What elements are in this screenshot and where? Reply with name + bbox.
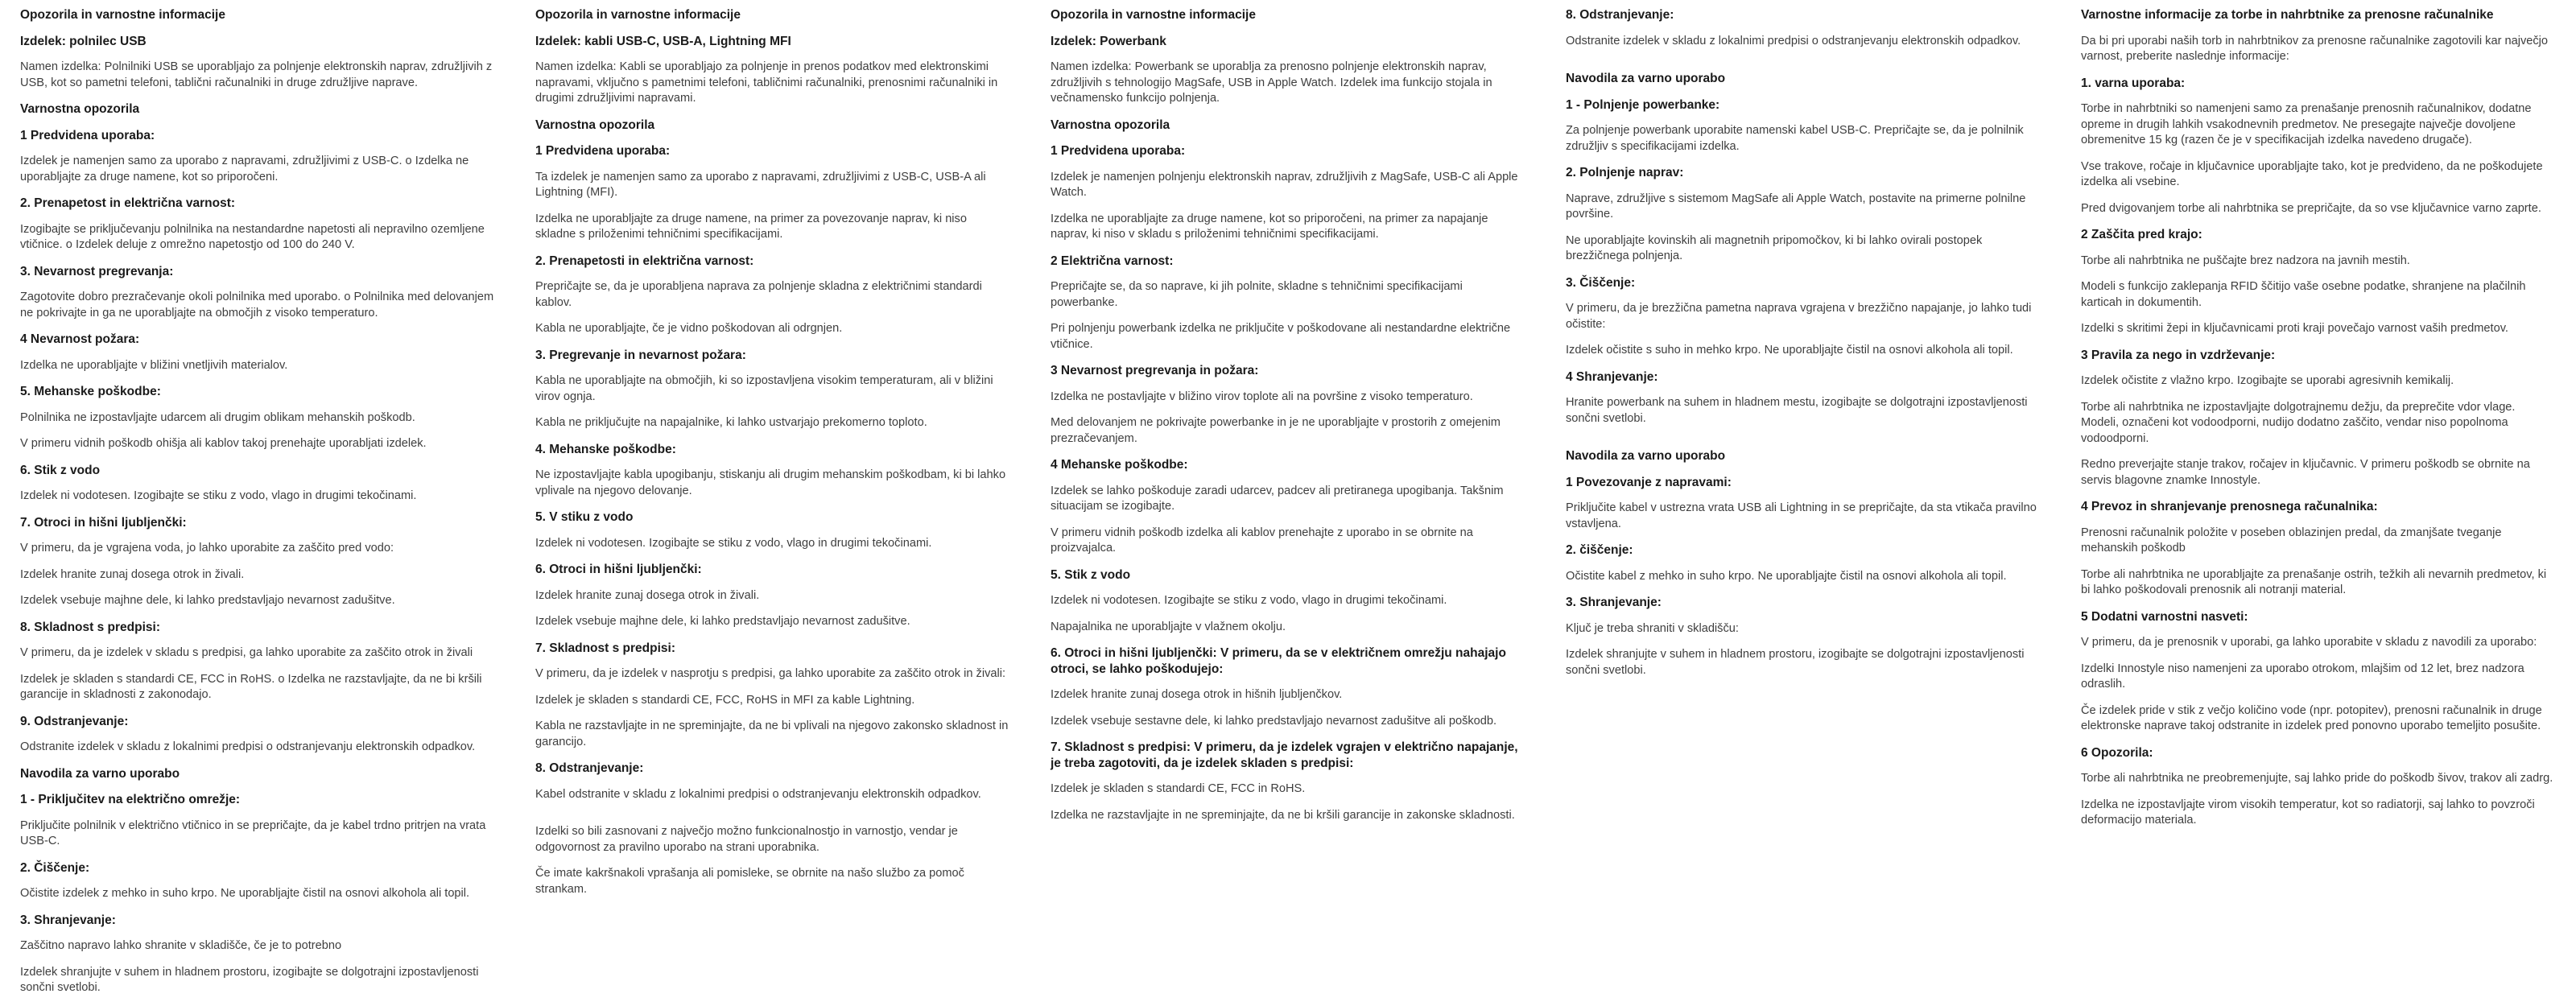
- column-laptop-bags-safety: [2081, 7, 2556, 1006]
- paragraph: Izdelki s skritimi žepi in ključavnicami proti kraji povečajo varnost vaših predmetov.: [2081, 322, 2508, 335]
- section-heading: Izdelek: Powerbank: [1051, 34, 1166, 48]
- paragraph: Izdelek je namenjen samo za uporabo z napravami, združljivimi z USB-C. o Izdelka ne uporabljajte za druge namene, kot so priporočeni.: [20, 155, 469, 183]
- page-title: Opozorila in varnostne informacije: [1051, 8, 1256, 22]
- column-powerbank-usage-continued: [1566, 7, 2041, 1006]
- section-heading: 4 Nevarnost požara:: [20, 332, 140, 346]
- paragraph: Namen izdelka: Polnilniki USB se uporabljajo za polnjenje elektronskih naprav, združljivih z USB, kot so pametni telefoni, tablični računalniki in druge združljive naprave.: [20, 60, 493, 89]
- paragraph: Izdelek je skladen s standardi CE, FCC in RoHS.: [1051, 782, 1306, 795]
- section-heading: 6. Otroci in hišni ljubljenčki:: [535, 563, 702, 576]
- paragraph: Izdelek hranite zunaj dosega otrok in živali.: [535, 588, 760, 602]
- section-heading: Navodila za varno uporabo: [20, 766, 180, 781]
- page-title: Varnostne informacije za torbe in nahrbtnike za prenosne računalnike: [2081, 8, 2494, 22]
- paragraph: Modeli s funkcijo zaklepanja RFID ščitijo vaše osebne podatke, shranjene na plačilnih karticah in dokumentih.: [2081, 280, 2526, 309]
- paragraph: Izdelka ne izpostavljajte virom visokih temperatur, kot so radiatorji, saj lahko to povzroči deformacijo materiala.: [2081, 798, 2535, 827]
- paragraph: Za polnjenje powerbank uporabite namenski kabel USB-C. Prepričajte se, da je polnilnik združljiv s specifikacijami izdelka.: [1566, 124, 2024, 153]
- section-heading: 8. Odstranjevanje:: [1566, 8, 1674, 22]
- section-heading: Varnostna opozorila: [1051, 118, 1170, 132]
- paragraph: Kabla ne priključujte na napajalnike, ki lahko ustvarjajo prekomerno toploto.: [535, 416, 927, 429]
- section-heading: 8. Odstranjevanje:: [535, 761, 644, 775]
- paragraph: V primeru, da je izdelek v nasprotju s predpisi, ga lahko uporabite za zaščito otrok in živali:: [535, 667, 1006, 680]
- section-heading: 4 Shranjevanje:: [1566, 369, 1658, 384]
- section-heading: 1 Predvidena uporaba:: [535, 144, 671, 158]
- paragraph: Ne uporabljajte kovinskih ali magnetnih pripomočkov, ki bi lahko ovirali postopek brezžičnega polnjenja.: [1566, 233, 1983, 262]
- paragraph: Izdelka ne uporabljajte za druge namene, kot so priporočeni, na primer za napajanje naprav, ki niso v skladu s priloženimi tehničnimi specifikacijami.: [1051, 212, 1488, 241]
- section-heading: 3 Pravila za nego in vzdrževanje:: [2081, 348, 2276, 362]
- section-heading: 3. Čiščenje:: [1566, 275, 1636, 290]
- column-usb-charger-warnings: [20, 7, 495, 1006]
- paragraph: Izdelek očistite s suho in mehko krpo. Ne uporabljajte čistil na osnovi alkohola ali topil.: [1566, 344, 2013, 357]
- paragraph: Naprave, združljive s sistemom MagSafe ali Apple Watch, postavite na primerne polnilne površine.: [1566, 192, 2026, 221]
- paragraph: Priključite kabel v ustrezna vrata USB ali Lightning in se prepričajte, da sta vtikača pravilno vstavljena.: [1566, 501, 2037, 530]
- section-heading: 3 Nevarnost pregrevanja in požara:: [1051, 364, 1259, 377]
- section-heading: 1 Predvidena uporaba:: [20, 128, 155, 142]
- paragraph: Polnilnika ne izpostavljajte udarcem ali drugim oblikam mehanskih poškodb.: [20, 410, 415, 424]
- paragraph: Ne izpostavljajte kabla upogibanju, stiskanju ali drugim mehanskim poškodbam, ki bi lahko vplivale na njegovo delovanje.: [535, 468, 1006, 497]
- paragraph: Če imate kakršnakoli vprašanja ali pomisleke, se obrnite na našo službo za pomoč strankam.: [535, 867, 964, 896]
- paragraph: Napajalnika ne uporabljajte v vlažnem okolju.: [1051, 620, 1286, 633]
- paragraph: Izdelka ne postavljajte v bližino virov toplote ali na površine z visoko temperaturo.: [1051, 390, 1473, 403]
- section-heading: 5 Dodatni varnostni nasveti:: [2081, 609, 2248, 624]
- paragraph: Torbe in nahrbtniki so namenjeni samo za prenašanje prenosnih računalnikov, dodatne opreme in drugih lahkih vsakodnevnih predmetov. Ne presegajte največje dovoljene obremenitve 15 kg (razen če je v specifikacijah izdelka navedeno drugače).: [2081, 102, 2532, 146]
- paragraph: Izdelek je skladen s standardi CE, FCC in RoHS. o Izdelka ne razstavljajte, da ne bi kršili garancije in skladnosti z zakonodajo.: [20, 672, 482, 701]
- section-heading: 3. Nevarnost pregrevanja:: [20, 264, 174, 278]
- section-heading: Varnostna opozorila: [20, 102, 140, 116]
- section-heading: 9. Odstranjevanje:: [20, 714, 129, 728]
- paragraph: Pred dvigovanjem torbe ali nahrbtnika se prepričajte, da so vse ključavnice varno zaprte.: [2081, 201, 2541, 215]
- paragraph: Torbe ali nahrbtnika ne puščajte brez nadzora na javnih mestih.: [2081, 254, 2410, 267]
- section-heading: 8. Skladnost s predpisi:: [20, 620, 160, 634]
- paragraph: Ta izdelek je namenjen samo za uporabo z napravami, združljivimi z USB-C, USB-A ali Lightning (MFI).: [535, 170, 986, 199]
- paragraph: Izdelek vsebuje majhne dele, ki lahko predstavljajo nevarnost zadušitve.: [20, 594, 395, 607]
- section-heading: Navodila za varno uporabo: [1566, 449, 1726, 463]
- section-heading: 7. Otroci in hišni ljubljenčki:: [20, 515, 187, 530]
- section-heading: 1 Predvidena uporaba:: [1051, 144, 1186, 158]
- paragraph: Prenosni računalnik položite v poseben oblazinjen predal, da zmanjšate tveganje mehanskih poškodb: [2081, 526, 2502, 555]
- section-heading: 6. Otroci in hišni ljubljenčki: V primeru, da se v električnem omrežju nahajajo otroci, se lahko poškodujejo:: [1051, 646, 1506, 676]
- paragraph: Izdelki so bili zasnovani z največjo možno funkcionalnostjo in varnostjo, vendar je odgovornost za pravilno uporabo na strani uporabnika.: [535, 825, 958, 854]
- section-heading: 2. Polnjenje naprav:: [1566, 166, 1684, 179]
- section-heading: 3. Shranjevanje:: [1566, 596, 1662, 609]
- section-heading: 3. Shranjevanje:: [20, 913, 116, 927]
- section-heading: 1 - Priključitev na električno omrežje:: [20, 793, 241, 806]
- spacer: [1566, 60, 2041, 71]
- paragraph: Izdelek ni vodotesen. Izogibajte se stiku z vodo, vlago in drugimi tekočinami.: [20, 489, 417, 502]
- spacer: [1566, 437, 2041, 448]
- paragraph: Torbe ali nahrbtnika ne izpostavljajte dolgotrajnemu dežju, da preprečite vdor vlage. Modeli, označeni kot vodoodporni, nudijo dodatno zaščito, vendar niso popolnoma vodoodporni.: [2081, 400, 2516, 445]
- section-heading: 5. Mehanske poškodbe:: [20, 385, 161, 398]
- paragraph: Kabel odstranite v skladu z lokalnimi predpisi o odstranjevanju elektronskih odpadkov.: [535, 787, 981, 801]
- column-cables-warnings: [535, 7, 1010, 1006]
- paragraph: Odstranite izdelek v skladu z lokalnimi predpisi o odstranjevanju elektronskih odpadkov.: [1566, 34, 2021, 47]
- section-heading: 7. Skladnost s predpisi:: [535, 641, 675, 655]
- section-heading: 5. Stik z vodo: [1051, 567, 1131, 582]
- section-heading: 4. Mehanske poškodbe:: [535, 442, 676, 456]
- paragraph: Redno preverjajte stanje trakov, ročajev in ključavnic. V primeru poškodb se obrnite na servis blagovne znamke Innostyle.: [2081, 458, 2530, 487]
- paragraph: Vse trakove, ročaje in ključavnice uporabljajte tako, kot je predvideno, da ne poškodujete izdelka ali vsebine.: [2081, 159, 2543, 188]
- section-heading: 2. Čiščenje:: [20, 860, 90, 875]
- paragraph: Izogibajte se priključevanju polnilnika na nestandardne napetosti ali nepravilno ozemljene vtičnice. o Izdelek deluje z omrežno napetostjo od 100 do 240 V.: [20, 222, 485, 251]
- paragraph: Zagotovite dobro prezračevanje okoli polnilnika med uporabo. o Polnilnika med delovanjem ne pokrivajte in ga ne uporabljajte na območjih z visoko temperaturo.: [20, 291, 494, 320]
- paragraph: Izdelka ne razstavljajte in ne spreminjajte, da ne bi kršili garancije in zakonske skladnosti.: [1051, 808, 1515, 822]
- paragraph: Odstranite izdelek v skladu z lokalnimi predpisi o odstranjevanju elektronskih odpadkov.: [20, 740, 476, 753]
- paragraph: Izdelka ne uporabljajte za druge namene, na primer za povezovanje naprav, ki niso skladne s priloženimi tehničnimi specifikacijami.: [535, 212, 967, 241]
- paragraph: Kabla ne razstavljajte in ne spreminjajte, da ne bi vplivali na njegovo zakonsko skladnost in garancijo.: [535, 719, 1009, 748]
- section-heading: Izdelek: kabli USB-C, USB-A, Lightning MFI: [535, 34, 791, 48]
- section-heading: 2. Prenapetost in električna varnost:: [20, 196, 236, 210]
- section-heading: Navodila za varno uporabo: [1566, 72, 1726, 85]
- paragraph: V primeru vidnih poškodb ohišja ali kablov takoj prenehajte uporabljati izdelek.: [20, 437, 427, 450]
- paragraph: Namen izdelka: Powerbank se uporablja za prenosno polnjenje elektronskih naprav, združljivih s tehnologijo MagSafe, USB in Apple Watch. Izdelek ima funkcijo stojala in večnamensko funkcijo polnjenja.: [1051, 60, 1492, 105]
- paragraph: Pri polnjenju powerbank izdelka ne priključite v poškodovane ali nestandardne električne vtičnice.: [1051, 322, 1511, 351]
- section-heading: 4 Prevoz in shranjevanje prenosnega računalnika:: [2081, 500, 2378, 513]
- section-heading: 6 Opozorila:: [2081, 745, 2153, 760]
- paragraph: Da bi pri uporabi naših torb in nahrbtnikov za prenosne računalnike zagotovili kar največjo varnost, preberite naslednje informacije:: [2081, 34, 2549, 63]
- paragraph: Izdelek se lahko poškoduje zaradi udarcev, padcev ali pretiranega upogibanja. Takšnim situacijam se izogibajte.: [1051, 484, 1504, 513]
- paragraph: Izdelek ni vodotesen. Izogibajte se stiku z vodo, vlago in drugimi tekočinami.: [1051, 594, 1447, 607]
- paragraph: V primeru, da je izdelek v skladu s predpisi, ga lahko uporabite za zaščito otrok in živali: [20, 646, 473, 659]
- paragraph: Prepričajte se, da je uporabljena naprava za polnjenje skladna z električnimi standardi kablov.: [535, 280, 982, 309]
- paragraph: Priključite polnilnik v električno vtičnico in se prepričajte, da je kabel trdno pritrjen na vrata USB-C.: [20, 818, 486, 847]
- page-title: Opozorila in varnostne informacije: [20, 8, 225, 22]
- paragraph: Izdelek je namenjen polnjenju elektronskih naprav, združljivih z MagSafe, USB-C ali Apple Watch.: [1051, 170, 1518, 199]
- paragraph: Ključ je treba shraniti v skladišču:: [1566, 621, 1739, 635]
- section-heading: 5. V stiku z vodo: [535, 510, 634, 524]
- paragraph: V primeru vidnih poškodb izdelka ali kablov prenehajte z uporabo in se obrnite na proizvajalca.: [1051, 526, 1473, 555]
- paragraph: Izdelek vsebuje majhne dele, ki lahko predstavljajo nevarnost zadušitve.: [535, 615, 910, 628]
- paragraph: Izdelek shranjujte v suhem in hladnem prostoru, izogibajte se dolgotrajni izpostavljenosti sončni svetlobi.: [1566, 648, 2025, 677]
- paragraph: Med delovanjem ne pokrivajte powerbanke in je ne uporabljajte v prostorih z omejenim prezračevanjem.: [1051, 416, 1501, 445]
- paragraph: Izdelka ne uporabljajte v bližini vnetljivih materialov.: [20, 358, 288, 372]
- page-title: Opozorila in varnostne informacije: [535, 8, 741, 22]
- paragraph: Izdelek hranite zunaj dosega otrok in živali.: [20, 567, 245, 581]
- paragraph: V primeru, da je brezžična pametna naprava vgrajena v brezžično napajanje, jo lahko tudi očistite:: [1566, 302, 2032, 331]
- paragraph: V primeru, da je vgrajena voda, jo lahko uporabite za zaščito pred vodo:: [20, 542, 394, 555]
- paragraph: Izdelek shranjujte v suhem in hladnem prostoru, izogibajte se dolgotrajni izpostavljenosti sončni svetlobi.: [20, 965, 479, 994]
- paragraph: Izdelek vsebuje sestavne dele, ki lahko predstavljajo nevarnost zadušitve ali poškodb.: [1051, 714, 1497, 728]
- paragraph: Izdelek je skladen s standardi CE, FCC, RoHS in MFI za kable Lightning.: [535, 693, 915, 707]
- paragraph: Namen izdelka: Kabli se uporabljajo za polnjenje in prenos podatkov med elektronskimi napravami, vključno s pametnimi telefoni, tabličnimi računalniki, prenosnimi računalniki in drugimi združljivimi napravami.: [535, 60, 998, 105]
- section-heading: 3. Pregrevanje in nevarnost požara:: [535, 348, 746, 362]
- paragraph: Izdelek hranite zunaj dosega otrok in hišnih ljubljenčkov.: [1051, 688, 1343, 701]
- section-heading: 1 - Polnjenje powerbanke:: [1566, 97, 1720, 112]
- paragraph: Očistite kabel z mehko in suho krpo. Ne uporabljajte čistil na osnovi alkohola ali topil.: [1566, 569, 2007, 583]
- column-powerbank-warnings: [1051, 7, 1525, 1006]
- section-heading: 1. varna uporaba:: [2081, 76, 2186, 90]
- paragraph: Če izdelek pride v stik z večjo količino vode (npr. potopitev), prenosni računalnik in druge elektronske naprave takoj odstranite in izdelek pred ponovno uporabo temeljito posušite.: [2081, 703, 2542, 732]
- paragraph: Kabla ne uporabljajte, če je vidno poškodovan ali odrgnjen.: [535, 322, 843, 335]
- paragraph: V primeru, da je prenosnik v uporabi, ga lahko uporabite v skladu z navodili za uporabo:: [2081, 636, 2537, 649]
- paragraph: Prepričajte se, da so naprave, ki jih polnite, skladne s tehničnimi specifikacijami powerbanke.: [1051, 280, 1463, 309]
- section-heading: 2. Prenapetosti in električna varnost:: [535, 254, 754, 268]
- section-heading: Varnostna opozorila: [535, 118, 655, 132]
- paragraph: Hranite powerbank na suhem in hladnem mestu, izogibajte se dolgotrajni izpostavljenosti sončni svetlobi.: [1566, 396, 2028, 425]
- paragraph: Izdelki Innostyle niso namenjeni za uporabo otrokom, mlajšim od 12 let, brez nadzora odraslih.: [2081, 662, 2524, 691]
- paragraph: Izdelek očistite z vlažno krpo. Izogibajte se uporabi agresivnih kemikalij.: [2081, 374, 2454, 387]
- section-heading: 7. Skladnost s predpisi: V primeru, da je izdelek vgrajen v električno napajanje, je treba zagotoviti, da je izdelek skladen s predpisi:: [1051, 740, 1518, 770]
- paragraph: Očistite izdelek z mehko in suho krpo. Ne uporabljajte čistil na osnovi alkohola ali topil.: [20, 887, 470, 900]
- spacer: [535, 813, 1010, 824]
- section-heading: 6. Stik z vodo: [20, 463, 101, 477]
- section-heading: 1 Povezovanje z napravami:: [1566, 475, 1732, 489]
- section-heading: 4 Mehanske poškodbe:: [1051, 458, 1188, 472]
- paragraph: Zaščitno napravo lahko shranite v skladišče, če je to potrebno: [20, 939, 342, 952]
- paragraph: Torbe ali nahrbtnika ne preobremenjujte, saj lahko pride do poškodb šivov, trakov ali zadrg.: [2081, 772, 2553, 785]
- section-heading: 2 Zaščita pred krajo:: [2081, 228, 2202, 241]
- paragraph: Torbe ali nahrbtnika ne uporabljajte za prenašanje ostrih, težkih ali nevarnih predmetov, ki bi lahko poškodovali prenosnik ali notranji material.: [2081, 567, 2547, 596]
- section-heading: Izdelek: polnilec USB: [20, 34, 147, 48]
- section-heading: 2 Električna varnost:: [1051, 254, 1174, 268]
- paragraph: Izdelek ni vodotesen. Izogibajte se stiku z vodo, vlago in drugimi tekočinami.: [535, 536, 932, 550]
- paragraph: Kabla ne uporabljajte na območjih, ki so izpostavljena visokim temperaturam, ali v bližini virov ognja.: [535, 374, 993, 403]
- section-heading: 2. čiščenje:: [1566, 543, 1633, 557]
